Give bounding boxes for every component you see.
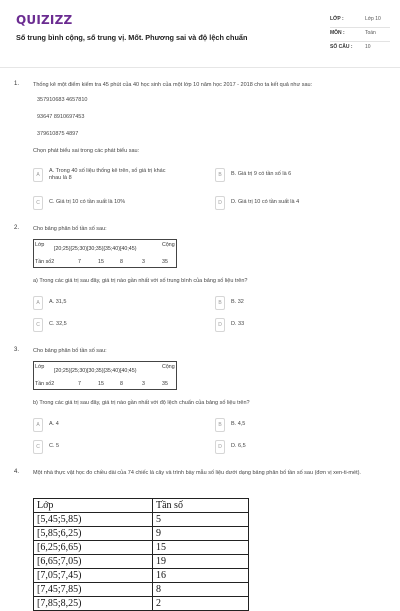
- option-a[interactable]: [33, 295, 193, 311]
- option-text: A. 31,5: [49, 299, 67, 305]
- data-line: 357910683 4657810: [37, 97, 88, 103]
- frequency-table: [33, 361, 177, 390]
- option-text: A. 4: [49, 421, 59, 427]
- table-row: [34, 583, 249, 597]
- frequency-table: [33, 239, 177, 268]
- table-cell: 15: [98, 381, 104, 387]
- table-cell: 9: [153, 527, 249, 541]
- worksheet-meta: [330, 14, 390, 56]
- meta-label: LỚP :: [330, 16, 344, 22]
- table-cell: 2: [153, 597, 249, 611]
- option-text: D. 33: [231, 321, 245, 327]
- option-letter: B: [215, 168, 225, 182]
- table-cell: [5,85;6,25): [34, 527, 153, 541]
- quizizz-logo[interactable]: QUIZIZZ: [16, 13, 73, 27]
- table-cell: 8: [120, 381, 123, 387]
- table-cell: 19: [153, 555, 249, 569]
- option-c[interactable]: [33, 317, 193, 333]
- table-cell: 3: [142, 381, 145, 387]
- meta-label: MÔN :: [330, 30, 345, 36]
- question-prompt: a) Trong các giá trị sau đây, giá trị nào gần nhất với số trung bình của bảng số liệu trên?: [33, 278, 248, 284]
- table-cell: [20;25)[25;30)[30;35)[35;40)[40;45): [54, 246, 137, 252]
- option-text: B. 32: [231, 299, 244, 305]
- question-number: 4.: [14, 469, 20, 475]
- option-letter: A: [33, 296, 43, 310]
- question-text: Cho bảng phân bố tần số sau:: [33, 226, 107, 232]
- meta-row-subject: [330, 28, 390, 42]
- option-letter: B: [215, 418, 225, 432]
- option-text: D. 6,5: [231, 443, 246, 449]
- meta-row-grade: [330, 14, 390, 28]
- option-letter: B: [215, 296, 225, 310]
- option-text: A. Trong 40 số liệu thống kê trên, số giá trị khác nhau là 8: [49, 168, 166, 181]
- table-cell: 35: [162, 259, 168, 265]
- leaf-length-table: [33, 498, 249, 611]
- option-letter: D: [215, 440, 225, 454]
- question-3: [0, 347, 400, 462]
- table-cell: Tần số2: [35, 381, 55, 387]
- option-d[interactable]: [215, 195, 375, 211]
- table-row: [34, 569, 249, 583]
- table-cell: Lớp: [35, 242, 45, 248]
- table-cell: 15: [98, 259, 104, 265]
- option-d[interactable]: [215, 317, 375, 333]
- option-b[interactable]: [215, 167, 375, 183]
- table-cell: [7,45;7,85): [34, 583, 153, 597]
- option-c[interactable]: [33, 195, 193, 211]
- meta-value: Toán: [365, 30, 376, 36]
- option-letter: C: [33, 440, 43, 454]
- table-cell: 7: [78, 381, 81, 387]
- option-text: B. Giá trị 9 có tần số là 6: [231, 171, 292, 177]
- option-text: B. 4,5: [231, 421, 246, 427]
- table-cell: 3: [142, 259, 145, 265]
- table-row: [34, 499, 249, 513]
- option-b[interactable]: [215, 417, 375, 433]
- table-cell: 5: [153, 513, 249, 527]
- table-cell: [20;25)[25;30)[30;35)[35;40)[40;45): [54, 368, 137, 374]
- table-row: [34, 541, 249, 555]
- option-d[interactable]: [215, 439, 375, 455]
- table-cell: [6,25;6,65): [34, 541, 153, 555]
- table-cell: [6,65;7,05): [34, 555, 153, 569]
- table-cell: Tần số2: [35, 259, 55, 265]
- question-prompt: b) Trong các giá trị sau đây, giá trị nào gần nhất với độ lệch chuẩn của bảng số liệu trên?: [33, 400, 250, 406]
- table-cell: Cộng: [162, 364, 175, 370]
- option-a[interactable]: [33, 417, 193, 433]
- data-line: 379610875 4897: [37, 131, 79, 137]
- option-text: C. Giá trị 10 có tần suất là 10%: [49, 199, 126, 205]
- option-letter: A: [33, 418, 43, 432]
- table-cell: Tần số: [153, 499, 249, 513]
- table-cell: 8: [120, 259, 123, 265]
- table-row: [34, 527, 249, 541]
- table-cell: 35: [162, 381, 168, 387]
- table-row: [34, 513, 249, 527]
- question-1: [0, 81, 400, 216]
- meta-row-question-count: [330, 42, 390, 56]
- option-b[interactable]: [215, 295, 375, 311]
- meta-value: 10: [365, 44, 371, 50]
- option-letter: C: [33, 318, 43, 332]
- table-cell: 7: [78, 259, 81, 265]
- table-cell: Cộng: [162, 242, 175, 248]
- question-text: Thống kê một điểm kiểm tra 45 phút của 40 học sinh của một lớp 10 năm học 2017 - 2018 cho ta kết quả như sau:: [33, 82, 313, 88]
- table-cell: [7,85;8,25): [34, 597, 153, 611]
- option-letter: D: [215, 196, 225, 210]
- meta-value: Lớp 10: [365, 16, 381, 22]
- worksheet-title: Số trung bình cộng, số trung vị. Mốt. Phương sai và độ lệch chuẩn: [16, 33, 248, 42]
- option-text: C. 5: [49, 443, 60, 449]
- question-number: 1.: [14, 81, 20, 87]
- table-cell: 8: [153, 583, 249, 597]
- option-a[interactable]: [33, 167, 193, 183]
- option-letter: A: [33, 168, 43, 182]
- table-cell: [5,45;5,85): [34, 513, 153, 527]
- option-letter: C: [33, 196, 43, 210]
- question-number: 2.: [14, 225, 20, 231]
- question-prompt: Chọn phát biểu sai trong các phát biểu sau:: [33, 148, 140, 154]
- question-number: 3.: [14, 347, 20, 353]
- table-row: [34, 597, 249, 611]
- table-cell: [7,05;7,45): [34, 569, 153, 583]
- header-divider: [0, 67, 400, 68]
- table-cell: Lớp: [35, 364, 45, 370]
- data-line: 93647 8910697453: [37, 114, 85, 120]
- question-text: Một nhà thực vật học đo chiều dài của 74 chiếc lá cây và trình bày mẫu số liệu dưới dạng bảng phân bố tần số sau (đơn vị xen-ti-mét).: [33, 470, 361, 476]
- option-text: C. 32,5: [49, 321, 67, 327]
- table-cell: Lớp: [34, 499, 153, 513]
- table-cell: 16: [153, 569, 249, 583]
- option-letter: D: [215, 318, 225, 332]
- table-row: [34, 555, 249, 569]
- option-text: D. Giá trị 10 có tần suất là 4: [231, 199, 300, 205]
- question-text: Cho bảng phân bố tần số sau:: [33, 348, 107, 354]
- meta-label: SỐ CÂU :: [330, 44, 353, 50]
- table-cell: 15: [153, 541, 249, 555]
- worksheet-header: [0, 0, 400, 68]
- question-2: [0, 225, 400, 340]
- option-c[interactable]: [33, 439, 193, 455]
